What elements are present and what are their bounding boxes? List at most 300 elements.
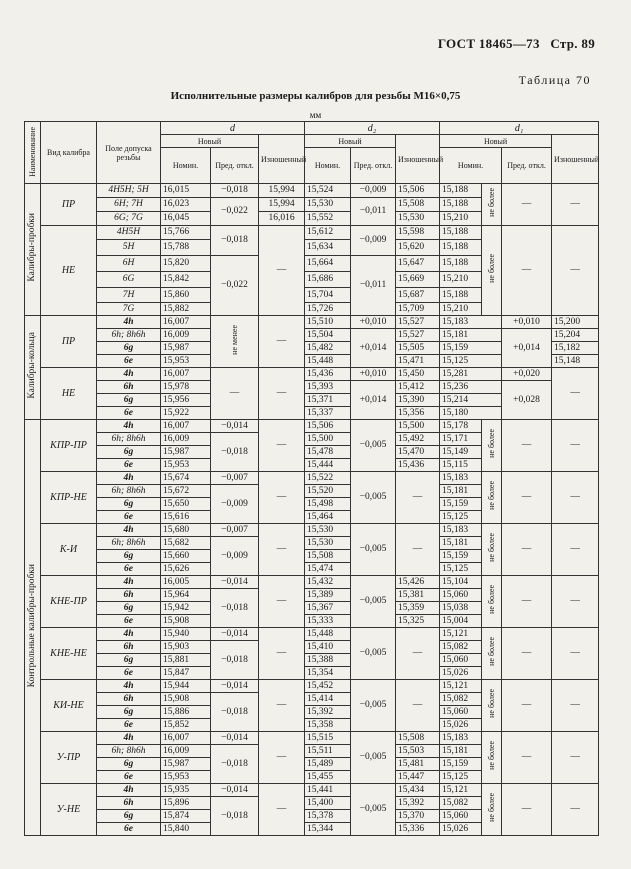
deviation-cell: +0,020: [502, 368, 552, 381]
tolerance-cell: 6e: [97, 459, 161, 472]
value-cell: 15,503: [396, 745, 440, 758]
value-cell: 15,060: [440, 654, 482, 667]
deviation-cell: −0,018: [211, 184, 259, 198]
deviation-cell: −0,005: [351, 732, 396, 784]
value-cell: 15,598: [396, 226, 440, 240]
value-cell: 15,634: [305, 240, 351, 256]
value-cell: 16,007: [161, 316, 211, 329]
value-cell: 15,436: [396, 459, 440, 472]
tolerance-cell: 6e: [97, 511, 161, 524]
value-cell: 15,082: [440, 693, 482, 706]
value-cell: 15,530: [305, 524, 351, 537]
dash-cell: —: [552, 420, 599, 472]
page-header: [438, 36, 595, 52]
value-cell: 15,060: [440, 706, 482, 719]
value-cell: 15,214: [440, 394, 502, 407]
dash-cell: —: [259, 368, 305, 420]
value-cell: 16,007: [161, 732, 211, 745]
col-d1: d₁: [440, 122, 599, 135]
value-cell: 15,953: [161, 459, 211, 472]
deviation-cell: −0,018: [211, 745, 259, 784]
value-cell: 15,426: [396, 576, 440, 589]
col-d1-dev: Пред. откл.: [502, 148, 552, 184]
tolerance-cell: 6g: [97, 758, 161, 771]
col-d2-worn: Изношенный: [396, 135, 440, 184]
value-cell: 15,994: [259, 198, 305, 212]
value-cell: 15,482: [305, 342, 351, 355]
value-cell: 15,410: [305, 641, 351, 654]
value-cell: 15,922: [161, 407, 211, 420]
caliber-name: НЕ: [41, 368, 97, 420]
tolerance-cell: 6e: [97, 719, 161, 732]
table-row: [25, 784, 599, 797]
header-row: [25, 122, 599, 135]
value-cell: 16,009: [161, 329, 211, 342]
value-cell: 15,412: [396, 381, 440, 394]
value-cell: 15,978: [161, 381, 211, 394]
dash-cell: —: [259, 576, 305, 628]
col-d1-worn: Изношенный: [552, 135, 599, 184]
table-number: Таблица 70: [518, 73, 591, 87]
value-cell: 15,908: [161, 615, 211, 628]
table-row: [25, 472, 599, 485]
deviation-cell: −0,011: [351, 198, 396, 226]
value-cell: 15,510: [305, 316, 351, 329]
value-cell: 15,524: [305, 184, 351, 198]
tolerance-cell: 6h; 8h6h: [97, 485, 161, 498]
table-row: [25, 329, 599, 342]
table-row: [25, 316, 599, 329]
tolerance-cell: 6G; 7G: [97, 212, 161, 226]
value-cell: 15,388: [305, 654, 351, 667]
page-number: Стр. 89: [550, 36, 595, 51]
tolerance-cell: 7H: [97, 288, 161, 303]
col-d2-dev: Пред. откл.: [351, 148, 396, 184]
value-cell: 15,414: [305, 693, 351, 706]
value-cell: 15,121: [440, 784, 482, 797]
dash-cell: —: [552, 472, 599, 524]
value-cell: 15,660: [161, 550, 211, 563]
value-cell: 16,015: [161, 184, 211, 198]
deviation-cell: +0,014: [502, 329, 552, 368]
table-row: [25, 420, 599, 433]
table-row: [25, 226, 599, 240]
value-cell: 15,704: [305, 288, 351, 303]
value-cell: 15,183: [440, 732, 482, 745]
value-cell: 15,520: [305, 485, 351, 498]
value-cell: 15,204: [552, 329, 599, 342]
value-cell: 15,847: [161, 667, 211, 680]
value-cell: 15,506: [305, 420, 351, 433]
value-cell: 15,987: [161, 446, 211, 459]
value-cell: 16,007: [161, 420, 211, 433]
value-cell: 15,682: [161, 537, 211, 550]
caliber-name: КПР-НЕ: [41, 472, 97, 524]
tolerance-cell: 4H5H: [97, 226, 161, 240]
value-cell: 15,441: [305, 784, 351, 797]
tolerance-cell: 6e: [97, 355, 161, 368]
value-cell: 15,964: [161, 589, 211, 602]
deviation-cell: −0,005: [351, 576, 396, 628]
value-cell: 15,953: [161, 355, 211, 368]
value-cell: 15,647: [396, 256, 440, 272]
value-cell: 15,333: [305, 615, 351, 628]
value-cell: 15,987: [161, 758, 211, 771]
value-cell: 15,159: [440, 498, 482, 511]
tolerance-cell: 6g: [97, 394, 161, 407]
table-row: [25, 368, 599, 381]
value-cell: 15,686: [305, 272, 351, 288]
value-cell: 15,874: [161, 810, 211, 823]
deviation-cell: +0,014: [351, 329, 396, 368]
value-cell: 15,082: [440, 797, 482, 810]
col-d-worn: Изношенный: [259, 135, 305, 184]
value-cell: 15,188: [440, 184, 482, 198]
value-cell: 15,612: [305, 226, 351, 240]
value-cell: 15,182: [552, 342, 599, 355]
note-cell: не более: [482, 576, 502, 628]
value-cell: 15,432: [305, 576, 351, 589]
deviation-cell: −0,018: [211, 433, 259, 472]
deviation-cell: −0,014: [211, 680, 259, 693]
value-cell: 15,181: [440, 329, 502, 342]
tolerance-cell: 6h: [97, 693, 161, 706]
value-cell: 15,500: [305, 433, 351, 446]
tolerance-cell: 6h; 8h6h: [97, 537, 161, 550]
value-cell: 15,281: [440, 368, 502, 381]
value-cell: 15,447: [396, 771, 440, 784]
deviation-cell: −0,009: [211, 485, 259, 524]
tolerance-cell: 6h: [97, 381, 161, 394]
value-cell: 15,448: [305, 628, 351, 641]
value-cell: 15,680: [161, 524, 211, 537]
value-cell: 15,489: [305, 758, 351, 771]
value-cell: 15,766: [161, 226, 211, 240]
value-cell: 15,188: [440, 226, 482, 240]
caliber-name: КИ-НЕ: [41, 680, 97, 732]
value-cell: 15,669: [396, 272, 440, 288]
tolerance-cell: 4h: [97, 784, 161, 797]
value-cell: 15,860: [161, 288, 211, 303]
dash-cell: —: [396, 680, 440, 732]
value-cell: 15,852: [161, 719, 211, 732]
group-label: Калибры-кольца: [25, 316, 41, 420]
tolerance-cell: 6G: [97, 272, 161, 288]
dash-cell: —: [502, 420, 552, 472]
value-cell: 15,370: [396, 810, 440, 823]
table-row: [25, 680, 599, 693]
tolerance-cell: 6g: [97, 550, 161, 563]
caliber-name: ПР: [41, 184, 97, 226]
value-cell: 15,210: [440, 303, 482, 316]
deviation-cell: −0,018: [211, 641, 259, 680]
dash-cell: —: [259, 226, 305, 316]
value-cell: 15,359: [396, 602, 440, 615]
deviation-cell: −0,005: [351, 524, 396, 576]
dash-cell: —: [502, 784, 552, 836]
deviation-cell: −0,007: [211, 472, 259, 485]
value-cell: 15,842: [161, 272, 211, 288]
value-cell: 15,171: [440, 433, 482, 446]
value-cell: 16,007: [161, 368, 211, 381]
deviation-cell: +0,010: [351, 316, 396, 329]
value-cell: 15,188: [440, 240, 482, 256]
value-cell: 15,709: [396, 303, 440, 316]
value-cell: 15,060: [440, 810, 482, 823]
value-cell: 15,390: [396, 394, 440, 407]
tolerance-cell: 4h: [97, 524, 161, 537]
value-cell: 15,125: [440, 355, 502, 368]
value-cell: 15,180: [440, 407, 502, 420]
value-cell: 15,393: [305, 381, 351, 394]
value-cell: 15,903: [161, 641, 211, 654]
group-label: Калибры-пробки: [25, 184, 41, 316]
note-cell: не более: [482, 472, 502, 524]
dash-cell: —: [552, 184, 599, 226]
tolerance-cell: 6e: [97, 823, 161, 836]
caliber-name: У-НЕ: [41, 784, 97, 836]
deviation-cell: −0,009: [351, 226, 396, 256]
value-cell: 15,183: [440, 472, 482, 485]
value-cell: 15,325: [396, 615, 440, 628]
note-cell: не более: [482, 680, 502, 732]
value-cell: 15,436: [305, 368, 351, 381]
value-cell: 15,354: [305, 667, 351, 680]
value-cell: 15,508: [305, 550, 351, 563]
value-cell: 15,908: [161, 693, 211, 706]
deviation-cell: −0,014: [211, 784, 259, 797]
value-cell: 15,505: [396, 342, 440, 355]
col-d-dev: Пред. откл.: [211, 148, 259, 184]
deviation-cell: −0,005: [351, 784, 396, 836]
dash-cell: —: [502, 576, 552, 628]
value-cell: 15,026: [440, 823, 482, 836]
tolerance-cell: 5H: [97, 240, 161, 256]
tolerance-cell: 4h: [97, 576, 161, 589]
deviation-cell: +0,028: [502, 381, 552, 420]
value-cell: 15,188: [440, 198, 482, 212]
dash-cell: —: [259, 472, 305, 524]
value-cell: 15,726: [305, 303, 351, 316]
tolerance-cell: 6h; 8h6h: [97, 745, 161, 758]
value-cell: 15,492: [396, 433, 440, 446]
tolerance-cell: 6h: [97, 641, 161, 654]
value-cell: 15,620: [396, 240, 440, 256]
value-cell: 15,367: [305, 602, 351, 615]
dash-cell: —: [396, 628, 440, 680]
value-cell: 15,987: [161, 342, 211, 355]
value-cell: 15,953: [161, 771, 211, 784]
dash-cell: —: [502, 226, 552, 316]
caliber-name: КНЕ-НЕ: [41, 628, 97, 680]
value-cell: 15,840: [161, 823, 211, 836]
value-cell: 15,506: [396, 184, 440, 198]
value-cell: 15,159: [440, 758, 482, 771]
dash-cell: —: [552, 732, 599, 784]
tolerance-cell: 6e: [97, 563, 161, 576]
value-cell: 15,820: [161, 256, 211, 272]
value-cell: 15,471: [396, 355, 440, 368]
value-cell: 15,896: [161, 797, 211, 810]
value-cell: 15,125: [440, 771, 482, 784]
value-cell: 15,181: [440, 537, 482, 550]
deviation-cell: +0,010: [502, 316, 552, 329]
deviation-cell: −0,022: [211, 198, 259, 226]
dash-cell: —: [396, 472, 440, 524]
value-cell: 15,994: [259, 184, 305, 198]
deviation-cell: −0,009: [351, 184, 396, 198]
dash-cell: —: [502, 524, 552, 576]
dash-cell: —: [502, 184, 552, 226]
value-cell: 15,148: [552, 355, 599, 368]
tolerance-cell: 6e: [97, 667, 161, 680]
col-d: d: [161, 122, 305, 135]
value-cell: 15,392: [396, 797, 440, 810]
value-cell: 15,674: [161, 472, 211, 485]
value-cell: 15,508: [396, 198, 440, 212]
deviation-cell: −0,022: [211, 256, 259, 316]
value-cell: 15,358: [305, 719, 351, 732]
tolerance-cell: 4H5H; 5H: [97, 184, 161, 198]
col-d2-new: Новый: [305, 135, 396, 148]
tolerance-cell: 6g: [97, 654, 161, 667]
value-cell: 15,504: [305, 329, 351, 342]
value-cell: 15,121: [440, 680, 482, 693]
value-cell: 15,400: [305, 797, 351, 810]
value-cell: 15,210: [440, 272, 482, 288]
value-cell: 15,522: [305, 472, 351, 485]
tolerance-cell: 6h; 8h6h: [97, 329, 161, 342]
value-cell: 15,188: [440, 288, 482, 303]
caliber-name: К-И: [41, 524, 97, 576]
value-cell: 15,944: [161, 680, 211, 693]
calibers-table: [24, 121, 599, 836]
tolerance-cell: 7G: [97, 303, 161, 316]
value-cell: 15,356: [396, 407, 440, 420]
table-row: [25, 524, 599, 537]
dash-cell: —: [396, 524, 440, 576]
value-cell: 15,455: [305, 771, 351, 784]
value-cell: 15,527: [396, 316, 440, 329]
value-cell: 15,121: [440, 628, 482, 641]
table-row: [25, 184, 599, 198]
value-cell: 15,181: [440, 745, 482, 758]
value-cell: 15,389: [305, 589, 351, 602]
note-cell: не более: [482, 524, 502, 576]
value-cell: 15,181: [440, 485, 482, 498]
value-cell: 15,188: [440, 256, 482, 272]
value-cell: 15,511: [305, 745, 351, 758]
value-cell: 15,650: [161, 498, 211, 511]
tolerance-cell: 4h: [97, 680, 161, 693]
deviation-cell: −0,009: [211, 537, 259, 576]
tolerance-cell: 4h: [97, 628, 161, 641]
value-cell: 15,626: [161, 563, 211, 576]
value-cell: 16,009: [161, 745, 211, 758]
deviation-cell: −0,005: [351, 628, 396, 680]
value-cell: 15,125: [440, 511, 482, 524]
col-vid: Вид калибра: [41, 122, 97, 184]
dash-cell: —: [259, 628, 305, 680]
dash-cell: —: [502, 472, 552, 524]
dash-cell: —: [259, 732, 305, 784]
value-cell: 15,200: [552, 316, 599, 329]
table-title: Исполнительные размеры калибров для резьбы М16×0,75: [170, 90, 461, 102]
value-cell: 15,183: [440, 524, 482, 537]
deviation-cell: −0,014: [211, 628, 259, 641]
value-cell: 15,616: [161, 511, 211, 524]
value-cell: 15,178: [440, 420, 482, 433]
value-cell: 15,500: [396, 420, 440, 433]
col-d-nom: Номин.: [161, 148, 211, 184]
value-cell: 15,125: [440, 563, 482, 576]
deviation-cell: −0,014: [211, 420, 259, 433]
deviation-cell: −0,011: [351, 256, 396, 316]
note-cell: не менее: [211, 316, 259, 368]
value-cell: 15,026: [440, 719, 482, 732]
caliber-name: КПР-ПР: [41, 420, 97, 472]
value-cell: 15,038: [440, 602, 482, 615]
value-cell: 15,530: [305, 537, 351, 550]
tolerance-cell: 6g: [97, 446, 161, 459]
deviation-cell: −0,005: [351, 420, 396, 472]
value-cell: 15,004: [440, 615, 482, 628]
tolerance-cell: 6g: [97, 602, 161, 615]
dash-cell: —: [259, 680, 305, 732]
dash-cell: —: [552, 524, 599, 576]
tolerance-cell: 6g: [97, 498, 161, 511]
col-pole: Поле допуска резьбы: [97, 122, 161, 184]
dash-cell: —: [502, 680, 552, 732]
dash-cell: —: [552, 226, 599, 316]
note-cell: не более: [482, 784, 502, 836]
deviation-cell: −0,014: [211, 576, 259, 589]
value-cell: 15,481: [396, 758, 440, 771]
value-cell: 15,956: [161, 394, 211, 407]
deviation-cell: −0,018: [211, 589, 259, 628]
dash-cell: —: [211, 368, 259, 420]
dash-cell: —: [552, 680, 599, 732]
value-cell: 15,104: [440, 576, 482, 589]
tolerance-cell: 4h: [97, 472, 161, 485]
value-cell: 15,478: [305, 446, 351, 459]
caliber-name: НЕ: [41, 226, 97, 316]
value-cell: 15,788: [161, 240, 211, 256]
value-cell: 15,664: [305, 256, 351, 272]
deviation-cell: −0,005: [351, 680, 396, 732]
tolerance-cell: 6H; 7H: [97, 198, 161, 212]
value-cell: 15,082: [440, 641, 482, 654]
table-row: [25, 628, 599, 641]
value-cell: 15,940: [161, 628, 211, 641]
value-cell: 15,464: [305, 511, 351, 524]
dash-cell: —: [552, 628, 599, 680]
dash-cell: —: [502, 732, 552, 784]
value-cell: 15,149: [440, 446, 482, 459]
value-cell: 15,527: [396, 329, 440, 342]
col-d2: d₂: [305, 122, 440, 135]
deviation-cell: −0,018: [211, 226, 259, 256]
value-cell: 15,508: [396, 732, 440, 745]
col-d1-new: Новый: [440, 135, 552, 148]
value-cell: 16,016: [259, 212, 305, 226]
deviation-cell: −0,018: [211, 797, 259, 836]
deviation-cell: −0,007: [211, 524, 259, 537]
tolerance-cell: 6h: [97, 589, 161, 602]
value-cell: 16,009: [161, 433, 211, 446]
value-cell: 15,159: [440, 550, 482, 563]
tolerance-cell: 6g: [97, 706, 161, 719]
